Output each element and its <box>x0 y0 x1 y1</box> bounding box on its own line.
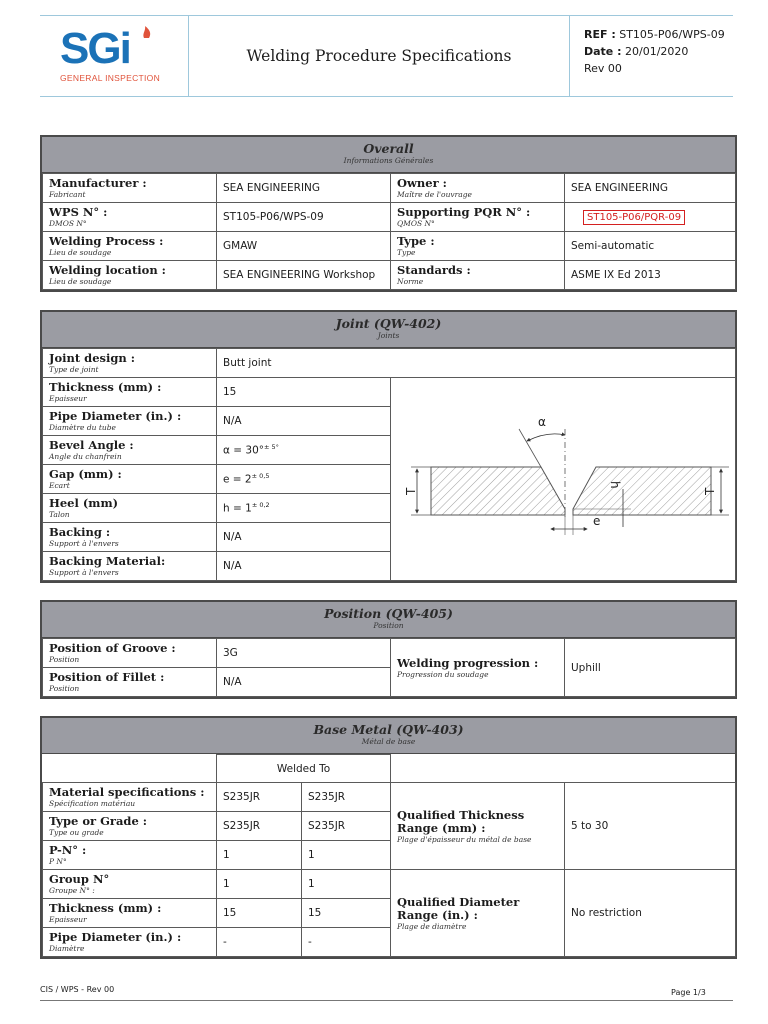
overall-sublabel: Lieu de soudage <box>49 277 112 286</box>
overall-label: Supporting PQR N° : <box>397 205 531 219</box>
base-metal-label: Pipe Diameter (in.) : <box>49 930 182 944</box>
welded-to-blank <box>43 755 217 783</box>
overall-label: Welding location : <box>49 263 166 277</box>
position-heading <box>42 602 735 638</box>
qualified-diameter-label-cell <box>391 870 565 957</box>
base-metal-heading <box>42 718 735 754</box>
groove-label: Position of Groove : <box>49 641 176 655</box>
joint-label: Thickness (mm) : <box>49 380 162 394</box>
document-title: Welding Procedure Specifications <box>189 16 570 96</box>
groove-sublabel: Position <box>49 655 80 664</box>
logo-wordmark: SGi <box>60 24 130 73</box>
joint-label: Backing : <box>49 525 111 539</box>
groove-value: 3G <box>217 639 391 668</box>
fillet-label: Position of Fillet : <box>49 670 165 684</box>
logo-tagline: GENERAL INSPECTION <box>60 73 161 83</box>
base-metal-label-cell <box>43 870 217 899</box>
joint-value: α = 30° <box>223 444 265 457</box>
base-metal-label-cell <box>43 899 217 928</box>
base-metal-value-b: - <box>302 928 391 957</box>
right-plate <box>573 467 711 515</box>
overall-label-cell <box>391 203 565 232</box>
joint-sublabel: Talon <box>49 510 70 519</box>
groove-label-cell <box>43 639 217 668</box>
joint-label-cell <box>43 378 217 407</box>
joint-sublabel: Ecart <box>49 481 70 490</box>
joint-title: Joint (QW-402) <box>335 316 442 331</box>
footer-revision: CIS / WPS - Rev 00 <box>40 985 115 994</box>
base-metal-row <box>43 783 736 812</box>
base-metal-value-a: - <box>217 928 302 957</box>
welded-to-header: Welded To <box>217 755 391 783</box>
document-header <box>40 15 733 97</box>
base-metal-value-a: S235JR <box>217 783 302 812</box>
overall-label: Welding Process : <box>49 234 164 248</box>
base-metal-label: P-N° : <box>49 843 87 857</box>
position-table <box>42 638 736 697</box>
date-line: Date : 20/01/2020 <box>584 45 689 58</box>
heel-symbol: h <box>608 481 622 489</box>
overall-label-cell <box>391 174 565 203</box>
overall-label-cell <box>43 261 217 290</box>
base-metal-value-a: 15 <box>217 899 302 928</box>
overall-row <box>43 174 736 203</box>
page-number: Page 1/3 <box>671 988 706 997</box>
base-metal-value-b: 1 <box>302 841 391 870</box>
overall-label-cell <box>391 232 565 261</box>
joint-table <box>42 348 736 581</box>
fillet-value: N/A <box>217 668 391 697</box>
document-meta <box>570 16 733 96</box>
overall-sublabel: DMOS N° <box>49 219 87 228</box>
joint-design-row <box>43 349 736 378</box>
joint-label-cell <box>43 407 217 436</box>
groove-row <box>43 639 736 668</box>
base-metal-value-b: S235JR <box>302 783 391 812</box>
overall-title: Overall <box>363 141 414 156</box>
joint-value-cell <box>217 552 391 581</box>
overall-value: ASME IX Ed 2013 <box>565 261 736 290</box>
base-metal-title: Base Metal (QW-403) <box>313 722 464 737</box>
ref-line: REF : ST105-P06/WPS-09 <box>584 28 725 41</box>
joint-value: e = 2 <box>223 473 252 486</box>
overall-table <box>42 173 736 290</box>
overall-value: Semi-automatic <box>565 232 736 261</box>
overall-heading <box>42 137 735 173</box>
base-metal-label: Type or Grade : <box>49 814 148 828</box>
joint-subtitle: Joints <box>377 331 400 340</box>
joint-label: Gap (mm) : <box>49 467 122 481</box>
progression-label: Welding progression : <box>397 655 539 670</box>
base-metal-label: Material specifications : <box>49 785 205 799</box>
joint-sublabel: Support à l'envers <box>49 568 119 577</box>
welded-to-row <box>43 755 736 783</box>
overall-label: WPS N° : <box>49 205 108 219</box>
joint-value-cell <box>217 494 391 523</box>
overall-value: ST105-P06/WPS-09 <box>217 203 391 232</box>
footer-divider <box>40 1000 733 1001</box>
joint-value: N/A <box>223 560 242 572</box>
supporting-pqr-value: ST105-P06/PQR-09 <box>583 210 685 225</box>
joint-design-value: Butt joint <box>217 349 736 378</box>
joint-value-cell <box>217 436 391 465</box>
overall-label-cell <box>43 203 217 232</box>
base-metal-label: Thickness (mm) : <box>49 901 162 915</box>
joint-label-cell <box>43 465 217 494</box>
overall-subtitle: Informations Générales <box>343 156 434 165</box>
joint-section <box>40 310 737 583</box>
joint-design-sublabel: Type de joint <box>49 365 99 374</box>
tolerance: ± 0,2 <box>251 501 270 510</box>
overall-sublabel: Type <box>397 248 416 257</box>
supporting-pqr-value-cell <box>565 203 736 232</box>
overall-value: SEA ENGINEERING <box>217 174 391 203</box>
joint-value-cell <box>217 407 391 436</box>
overall-row <box>43 232 736 261</box>
base-metal-label-cell <box>43 783 217 812</box>
tolerance: ± 0,5 <box>251 472 270 481</box>
overall-sublabel: Lieu de soudage <box>49 248 112 257</box>
joint-label-cell <box>43 552 217 581</box>
fillet-label-cell <box>43 668 217 697</box>
sgi-logo <box>40 16 189 96</box>
overall-label: Type : <box>397 234 435 248</box>
overall-row <box>43 261 736 290</box>
base-metal-value-b: 1 <box>302 870 391 899</box>
welded-to-blank-right <box>391 755 736 783</box>
joint-sublabel: Angle du chanfrein <box>49 452 122 461</box>
angle-symbol: α <box>538 415 546 429</box>
joint-value: N/A <box>223 415 242 427</box>
base-metal-subtitle: Métal de base <box>361 737 416 746</box>
qualified-thickness-sublabel: Plage d'épaisseur du métal de base <box>397 834 532 844</box>
progression-label-cell <box>391 639 565 697</box>
base-metal-label-cell <box>43 841 217 870</box>
joint-sublabel: Epaisseur <box>49 394 87 403</box>
base-metal-value-b: 15 <box>302 899 391 928</box>
joint-design-label-cell <box>43 349 217 378</box>
bevel-angle-arc <box>527 434 565 441</box>
logo-flame-icon <box>142 26 152 38</box>
qualified-thickness-label: Qualified Thickness Range (mm) : <box>397 807 525 835</box>
overall-section <box>40 135 737 292</box>
qualified-thickness-label-cell <box>391 783 565 870</box>
overall-row <box>43 203 736 232</box>
base-metal-sublabel: Diamètre <box>49 944 85 953</box>
base-metal-section <box>40 716 737 959</box>
joint-label: Bevel Angle : <box>49 438 134 452</box>
progression-sublabel: Progression du soudage <box>397 669 489 679</box>
base-metal-label: Group N° <box>49 872 110 886</box>
position-subtitle: Position <box>373 621 404 630</box>
joint-label-cell <box>43 523 217 552</box>
position-section <box>40 600 737 699</box>
position-title: Position (QW-405) <box>324 606 453 621</box>
joint-label: Backing Material: <box>49 554 166 568</box>
joint-value-cell <box>217 523 391 552</box>
joint-value: N/A <box>223 531 242 543</box>
left-thickness-symbol: T <box>404 487 418 495</box>
base-metal-sublabel: Epaisseur <box>49 915 87 924</box>
joint-diagram-cell <box>391 378 736 581</box>
base-metal-row <box>43 870 736 899</box>
joint-value: 15 <box>223 386 237 398</box>
gap-symbol: e <box>593 514 601 528</box>
base-metal-label-cell <box>43 812 217 841</box>
joint-row <box>43 378 736 407</box>
base-metal-value-a: 1 <box>217 841 302 870</box>
base-metal-table <box>42 754 736 957</box>
joint-sublabel: Support à l'envers <box>49 539 119 548</box>
base-metal-label-cell <box>43 928 217 957</box>
overall-sublabel: Fabricant <box>49 190 86 199</box>
qualified-diameter-value: No restriction <box>565 870 736 957</box>
base-metal-value-b: S235JR <box>302 812 391 841</box>
overall-label: Manufacturer : <box>49 176 147 190</box>
overall-label: Owner : <box>397 176 447 190</box>
joint-label: Heel (mm) <box>49 496 119 510</box>
joint-design-label: Joint design : <box>49 351 136 365</box>
joint-value-cell <box>217 378 391 407</box>
overall-label: Standards : <box>397 263 471 277</box>
base-metal-sublabel: Spécification matériau <box>49 799 136 808</box>
joint-sublabel: Diamètre du tube <box>49 423 116 432</box>
joint-value-cell <box>217 465 391 494</box>
revision: Rev 00 <box>584 62 622 75</box>
overall-value: SEA ENGINEERING Workshop <box>217 261 391 290</box>
base-metal-sublabel: Groupe N° : <box>49 886 95 895</box>
base-metal-sublabel: Type ou grade <box>49 828 104 837</box>
joint-label-cell <box>43 494 217 523</box>
progression-value: Uphill <box>565 639 736 697</box>
overall-label-cell <box>43 232 217 261</box>
joint-label-cell <box>43 436 217 465</box>
fillet-sublabel: Position <box>49 684 80 693</box>
bevel-extension <box>519 429 541 467</box>
overall-sublabel: Maître de l'ouvrage <box>397 190 472 199</box>
tolerance: ± 5° <box>264 443 279 452</box>
overall-label-cell <box>43 174 217 203</box>
joint-value: h = 1 <box>223 502 252 515</box>
left-plate <box>431 467 565 515</box>
overall-sublabel: QMOS N° <box>397 219 435 228</box>
overall-value: GMAW <box>217 232 391 261</box>
qualified-diameter-label: Qualified Diameter Range (in.) : <box>397 894 520 922</box>
overall-value: SEA ENGINEERING <box>565 174 736 203</box>
overall-label-cell <box>391 261 565 290</box>
joint-bevel-diagram <box>391 379 731 579</box>
joint-heading <box>42 312 735 348</box>
joint-label: Pipe Diameter (in.) : <box>49 409 182 423</box>
qualified-diameter-sublabel: Plage de diamètre <box>397 921 467 931</box>
right-thickness-symbol: T <box>703 487 717 495</box>
qualified-thickness-value: 5 to 30 <box>565 783 736 870</box>
base-metal-value-a: S235JR <box>217 812 302 841</box>
overall-sublabel: Norme <box>397 277 424 286</box>
base-metal-sublabel: P N° <box>49 857 67 866</box>
base-metal-value-a: 1 <box>217 870 302 899</box>
